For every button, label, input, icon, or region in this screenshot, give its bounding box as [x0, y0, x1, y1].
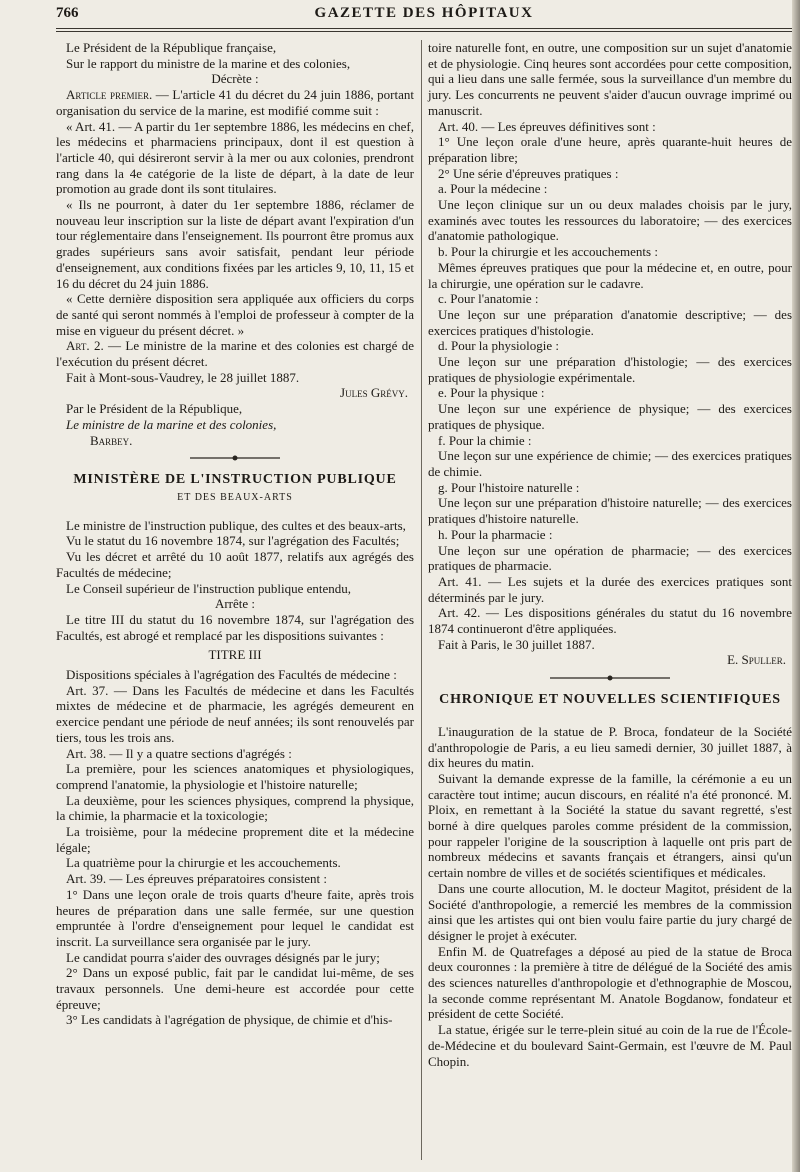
paragraph: b. Pour la chirurgie et les accouchements : — [438, 244, 658, 260]
paragraph: e. Pour la physique : — [438, 385, 545, 401]
paragraph: La quatrième pour la chirurgie et les accouchements. — [66, 855, 341, 871]
paragraph: Art. 37. — Dans les Facultés de médecine et dans les Facultés mixtes de médecine et de pharmacie, les agrégés demeurent en exercice pendant une période de neuf années; ils sont renouvelés par tiers, tous les trois ans. — [56, 682, 414, 745]
paragraph: a. Pour la médecine : — [438, 181, 548, 197]
paragraph: Une leçon sur une expérience de chimie; — des exercices pratiques de chimie. — [428, 448, 792, 479]
title-heading: TITRE III — [208, 647, 262, 663]
column-divider — [421, 40, 422, 1160]
paragraph: Une leçon sur une préparation d'histologie; — des exercices pratiques de physiologie expérimentale. — [428, 354, 792, 385]
page-number: 766 — [56, 5, 79, 21]
paragraph: toire naturelle font, en outre, une composition sur un sujet d'anatomie et de physiologie. Cinq heures sont accordées pour cette composition, qui a lieu dans une salle fermée, sous la surveillance d'un membre du jury. Les concurrents ne peuvent s'aider d'aucun ouvrage imprimé ou manuscrit. — [428, 40, 792, 118]
paragraph: Une leçon sur une préparation d'anatomie descriptive; — des exercices pratiques d'histologie. — [428, 306, 792, 338]
publication-title: GAZETTE DES HÔPITAUX — [314, 5, 534, 21]
paragraph: f. Pour la chimie : — [438, 432, 532, 448]
signature: E. Spuller. — [727, 652, 786, 668]
paragraph: 1° Une leçon orale d'une heure, après quarante-huit heures de préparation libre; — [428, 134, 792, 165]
paragraph: Art. 40. — Les épreuves définitives sont : — [438, 118, 656, 134]
paragraph: h. Pour la pharmacie : — [438, 526, 553, 542]
paragraph: Art. 42. — Les dispositions générales du statut du 16 novembre 1874 continueront d'être appliquées. — [428, 605, 792, 637]
paragraph: « Ils ne pourront, à dater du 1er septembre 1886, réclamer de nouveau leur inscription sur la liste de départ avant l'expiration d'un tour réglementaire dans l'enseignement. Ils pourront être promus aux grades supérieurs sans avoir satisfait, pendant leur période d'enseignement, aux conditions fixées par les articles 9, 10, 11, 15 et 16 du décret du 24 juin 1886. — [56, 197, 414, 291]
decree-heading: Décrète : — [211, 71, 259, 87]
paragraph: Le ministre de la marine et des colonies, — [66, 416, 277, 432]
paragraph: Le titre III du statut du 16 novembre 1874, sur l'agrégation des Facultés, est abrogé et remplacé par les dispositions suivantes : — [56, 611, 414, 643]
paragraph: Art. 39. — Les épreuves préparatoires consistent : — [66, 871, 328, 887]
paragraph: Fait à Paris, le 30 juillet 1887. — [438, 636, 595, 652]
signature: Jules Grévy. — [340, 385, 408, 401]
paragraph: Une leçon sur une expérience de physique; — des exercices pratiques de physique. — [428, 401, 792, 432]
paragraph: 2° Une série d'épreuves pratiques : — [438, 165, 619, 181]
paragraph: Suivant la demande expresse de la famille, la cérémonie a eu un caractère tout intime; aucun discours, en réalité n'a été prononcé. M. Ploix, en remettant à la Société la statue du savant regretté, s'est borné à dire quelques paroles comme président de la commission, pour rappeler l'origine de la souscription à laquelle ont pris part de nombreux médecins et savants français et étrangers, ainsi qu'un certain nombre de villes et de sociétés scientifiques et médicales. — [428, 770, 792, 881]
paragraph: La troisième, pour la médecine proprement dite et la médecine légale; — [56, 824, 414, 855]
paragraph: Mêmes épreuves pratiques que pour la médecine et, en outre, pour la chirurgie, une opération sur le cadavre. — [428, 259, 792, 291]
paragraph: 1° Dans une leçon orale de trois quarts d'heure faite, après trois heures de préparation dans une salle fermée, sur une question empruntée à l'ordre d'enseignement pour lequel le candidat est inscrit. La surveillance sera organisée par le jury. — [56, 886, 414, 949]
paragraph: Le ministre de l'instruction publique, des cultes et des beaux-arts, — [66, 517, 406, 533]
paragraph: « Cette dernière disposition sera appliquée aux officiers du corps de santé qui seront nommés à l'emploi de professeur à compter de la mise en vigueur du présent décret. » — [56, 291, 414, 338]
paragraph — [56, 87, 414, 118]
paragraph: « Art. 41. — A partir du 1er septembre 1886, les médecins en chef, les médecins et pharmaciens principaux, dont il est question à l'article 40, qui désireront servir à la mer ou aux colonies, prendront rang dans la 4e catégorie de la liste de départ, à la date de leur promotion au grade dont ils sont titulaires. — [56, 118, 414, 197]
paragraph: Vu le statut du 16 novembre 1874, sur l'agrégation des Facultés; — [66, 533, 400, 549]
paragraph: Sur le rapport du ministre de la marine et des colonies, — [66, 55, 351, 71]
decree-heading: Arrête : — [214, 596, 256, 612]
signature: Barbey. — [90, 432, 133, 448]
paragraph: Le Conseil supérieur de l'instruction publique entendu, — [66, 580, 352, 596]
right-column — [428, 40, 792, 1069]
paragraph: La deuxième, pour les sciences physiques, comprend la physique, la chimie, la pharmacie et la toxicologie; — [56, 792, 414, 824]
article-text: — L'article 41 du décret du 24 juin 1886, portant organisation du service de la marine, est modifié comme suit : — [56, 87, 414, 118]
paragraph: 3° Les candidats à l'agrégation de physique, de chimie et d'his- — [66, 1012, 393, 1028]
paragraph: Dans une courte allocution, M. le docteur Magitot, président de la Société d'anthropologie, a remercié les membres de la commission ainsi que les artistes qui ont bien voulu faire partie du jury chargé de désigner le projet à exécuter. — [428, 880, 792, 943]
paragraph: Art. 41. — Les sujets et la durée des exercices pratiques sont déterminés par le jury. — [428, 573, 792, 605]
paragraph — [56, 338, 414, 369]
paragraph: Vu les décret et arrêté du 10 août 1877, relatifs aux agrégés des Facultés de médecine; — [56, 549, 414, 580]
book-spine-shadow — [792, 0, 800, 1172]
paragraph: Art. 38. — Il y a quatre sections d'agrégés : — [66, 745, 292, 761]
paragraph: 2° Dans un exposé public, fait par le candidat lui-même, de ses travaux personnels. Une demi-heure est accordée pour cette épreuve; — [56, 965, 414, 1012]
paragraph: Une leçon sur une opération de pharmacie; — des exercices pratiques de pharmacie. — [428, 542, 792, 574]
header-rule — [56, 28, 792, 32]
paragraph: Le candidat pourra s'aider des ouvrages désignés par le jury; — [66, 949, 380, 965]
paragraph: Fait à Mont-sous-Vaudrey, le 28 juillet 1887. — [66, 369, 300, 385]
paragraph: Le Président de la République française, — [66, 40, 277, 55]
paragraph: L'inauguration de la statue de P. Broca, fondateur de la Société d'anthropologie de Paris, a eu lieu samedi dernier, 30 juillet 1887, à dix heures du matin. — [428, 723, 792, 771]
section-title: CHRONIQUE ET NOUVELLES SCIENTIFIQUES — [439, 692, 781, 708]
article-lead: Art. 2. — [66, 338, 104, 354]
separator-ornament — [190, 454, 280, 462]
section-subtitle: ET DES BEAUX-ARTS — [177, 491, 293, 503]
paragraph: Dispositions spéciales à l'agrégation des Facultés de médecine : — [66, 667, 397, 683]
paragraph: g. Pour l'histoire naturelle : — [438, 479, 580, 495]
separator-ornament — [550, 674, 670, 682]
section-title: MINISTÈRE DE L'INSTRUCTION PUBLIQUE — [73, 472, 397, 488]
paragraph: d. Pour la physiologie : — [438, 338, 559, 354]
paragraph: Une leçon sur une préparation d'histoire naturelle; — des exercices pratiques d'histoire naturelle. — [428, 495, 792, 527]
paragraph: Enfin M. de Quatrefages a déposé au pied de la statue de Broca deux couronnes : la première à titre de délégué de la Société des amis des sciences naturelles d'anthropologie et d'ethnographie de Moscou, la seconde comme représentant M. Anatole Bogdanow, fondateur et président de cette Société. — [428, 943, 792, 1022]
paragraph: Par le Président de la République, — [66, 401, 243, 417]
paragraph: La statue, érigée sur le terre-plein situé au coin de la rue de l'École-de-Médecine et du boulevard Saint-Germain, est l'œuvre de M. Paul Chopin. — [428, 1022, 792, 1069]
paragraph: c. Pour l'anatomie : — [438, 291, 539, 307]
article-text: — Le ministre de la marine et des colonies est chargé de l'exécution du présent décret. — [56, 338, 414, 370]
article-lead: Article premier. — [66, 87, 153, 103]
page-header — [56, 4, 792, 26]
paragraph: Une leçon clinique sur un ou deux malades choisis par le jury, examinés avec toutes les ressources du laboratoire; — des exercices d'anatomie pathologique. — [428, 197, 792, 244]
paragraph: La première, pour les sciences anatomiques et physiologiques, comprend l'anatomie, la physiologie et l'histoire naturelle; — [56, 761, 414, 792]
left-column — [56, 40, 414, 1028]
